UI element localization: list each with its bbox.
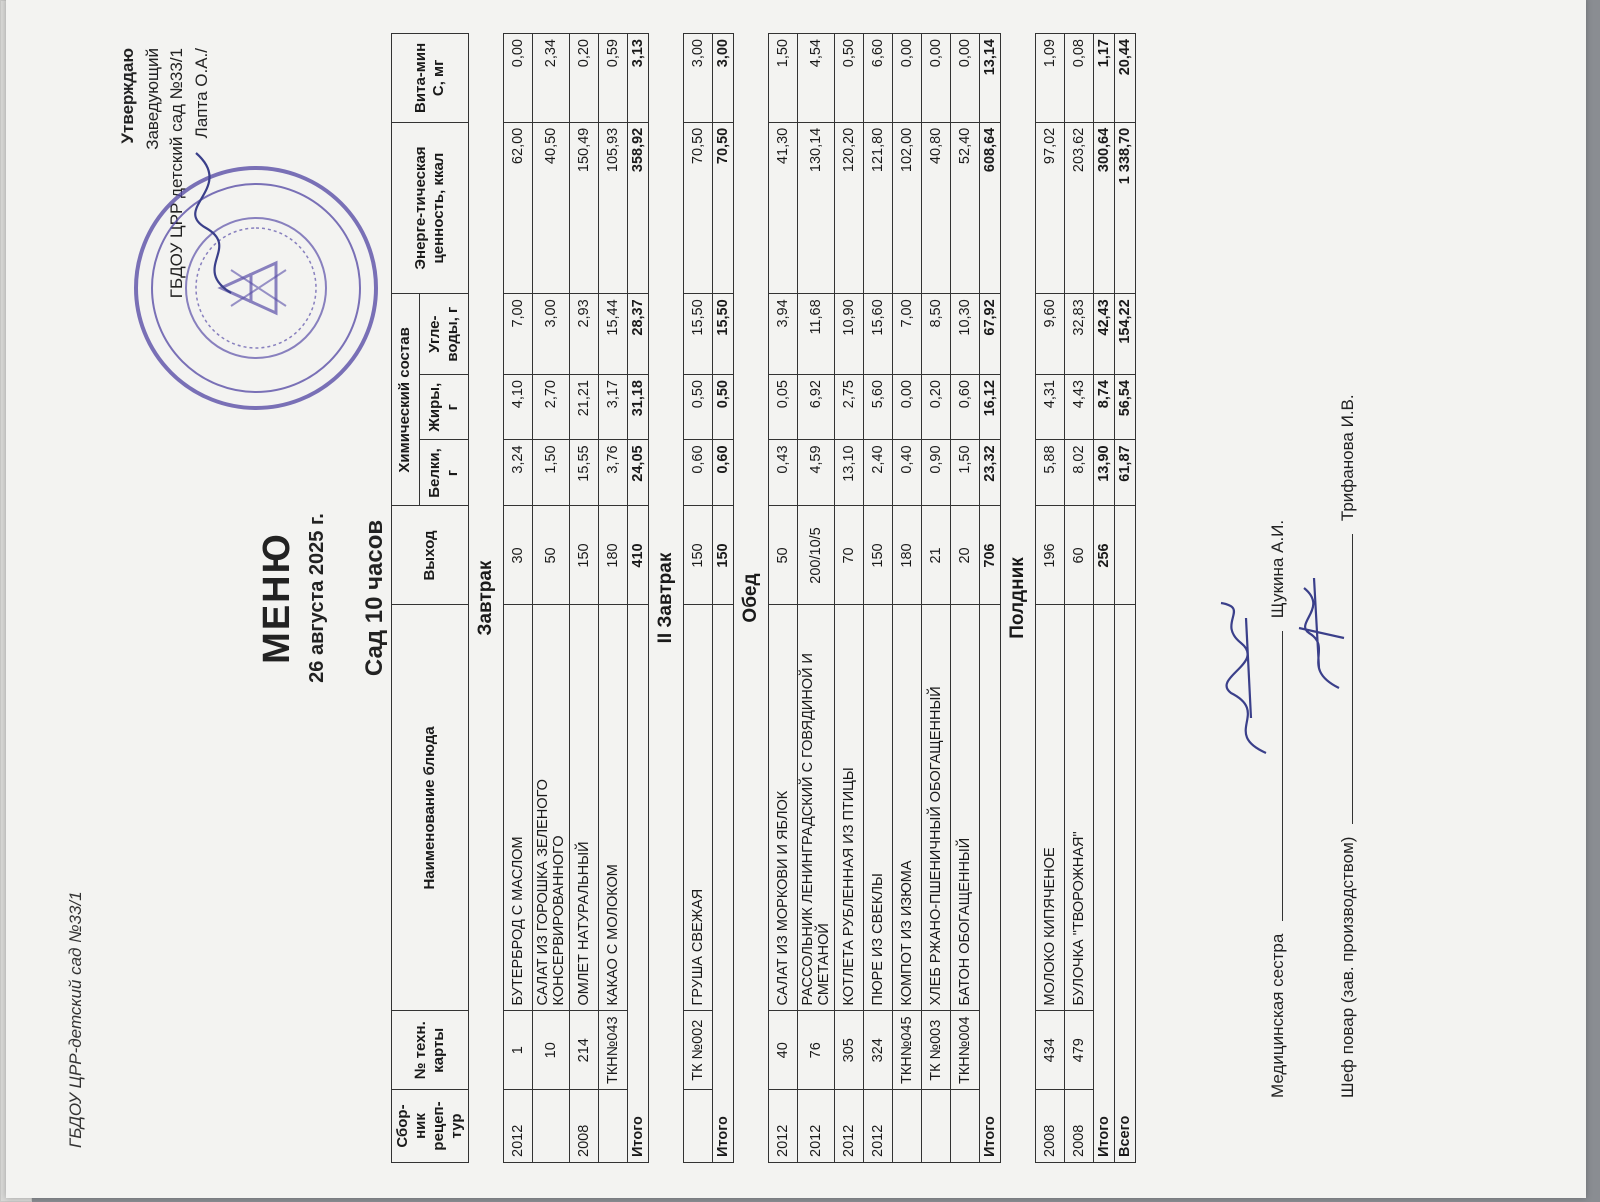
director-signature <box>181 148 251 298</box>
dish-row <box>1036 34 1065 1163</box>
cell-source: 2012 <box>769 1090 798 1163</box>
cell-vitamin: 6,60 <box>864 34 893 123</box>
header-card: № техн. карты <box>392 1011 469 1090</box>
cell-carbs: 15,50 <box>684 294 713 375</box>
cell-source <box>533 1090 570 1163</box>
total-vitamin: 1,17 <box>1094 34 1115 123</box>
cell-protein: 5,88 <box>1036 440 1065 506</box>
cell-protein: 0,60 <box>684 440 713 506</box>
header-output: Выход <box>392 506 469 605</box>
cell-vitamin: 0,00 <box>504 34 533 123</box>
cell-card: ТКН№004 <box>951 1011 980 1090</box>
total-energy: 70,50 <box>713 122 734 294</box>
approval-title: Утверждаю <box>118 48 137 144</box>
total-energy: 608,64 <box>980 122 1001 294</box>
cell-carbs: 10,90 <box>835 294 864 375</box>
cell-energy: 70,50 <box>684 122 713 294</box>
approval-signatory: Лапта О.А./ <box>191 48 211 139</box>
cell-card: ТКН№043 <box>599 1011 628 1090</box>
section-title: Обед <box>734 34 769 1163</box>
cell-name: САЛАТ ИЗ ГОРОШКА ЗЕЛЕНОГО КОНСЕРВИРОВАННОГО <box>533 605 570 1011</box>
cell-source <box>684 1090 713 1163</box>
dish-row <box>570 34 599 1163</box>
cell-source <box>951 1090 980 1163</box>
cell-fat: 0,50 <box>684 375 713 440</box>
cell-carbs: 32,83 <box>1065 294 1094 375</box>
cell-output: 21 <box>922 506 951 605</box>
total-protein: 13,90 <box>1094 440 1115 506</box>
section-row <box>469 34 504 1163</box>
chef-role: Шеф повар (зав. производством) <box>1338 836 1357 1098</box>
total-protein: 23,32 <box>980 440 1001 506</box>
cell-protein: 3,76 <box>599 440 628 506</box>
cell-vitamin: 3,00 <box>684 34 713 123</box>
cell-energy: 52,40 <box>951 122 980 294</box>
cell-protein: 0,40 <box>893 440 922 506</box>
cell-vitamin: 0,08 <box>1065 34 1094 123</box>
cell-name: БАТОН ОБОГАЩЕННЫЙ <box>951 605 980 1011</box>
cell-fat: 0,00 <box>893 375 922 440</box>
total-label: Итого <box>980 605 1001 1163</box>
dish-row <box>769 34 798 1163</box>
cell-card: 40 <box>769 1011 798 1090</box>
cell-carbs: 10,30 <box>951 294 980 375</box>
section-row <box>649 34 684 1163</box>
cell-output: 70 <box>835 506 864 605</box>
document-title: МЕНЮ <box>256 532 298 664</box>
nurse-name: Щукина А.И. <box>1268 519 1287 619</box>
total-energy: 300,64 <box>1094 122 1115 294</box>
dish-row <box>864 34 893 1163</box>
section-row <box>1001 34 1036 1163</box>
cell-energy: 40,50 <box>533 122 570 294</box>
grand-total-vitamin: 20,44 <box>1115 34 1136 123</box>
total-carbs: 67,92 <box>980 294 1001 375</box>
cell-source: 2012 <box>864 1090 893 1163</box>
nurse-role: Медицинская сестра <box>1268 933 1287 1098</box>
cell-energy: 130,14 <box>798 122 835 294</box>
cell-fat: 0,20 <box>922 375 951 440</box>
cell-protein: 2,40 <box>864 440 893 506</box>
total-vitamin: 3,00 <box>713 34 734 123</box>
grand-total-protein: 61,87 <box>1115 440 1136 506</box>
cell-energy: 105,93 <box>599 122 628 294</box>
total-fat: 31,18 <box>628 375 649 440</box>
cell-protein: 13,10 <box>835 440 864 506</box>
cell-output: 50 <box>533 506 570 605</box>
cell-energy: 120,20 <box>835 122 864 294</box>
cell-protein: 4,59 <box>798 440 835 506</box>
cell-card: ТК №002 <box>684 1011 713 1090</box>
cell-source <box>922 1090 951 1163</box>
chef-name: Трифанова И.В. <box>1338 394 1357 522</box>
section-title: Завтрак <box>469 34 504 1163</box>
dish-row <box>684 34 713 1163</box>
chef-signature-line <box>1338 394 1358 1098</box>
menu-document <box>6 0 1586 1198</box>
menu-body <box>469 34 1136 1163</box>
cell-source <box>599 1090 628 1163</box>
cell-card: 214 <box>570 1011 599 1090</box>
cell-name: САЛАТ ИЗ МОРКОВИ И ЯБЛОК <box>769 605 798 1011</box>
cell-protein: 1,50 <box>951 440 980 506</box>
cell-output: 150 <box>570 506 599 605</box>
cell-carbs: 15,60 <box>864 294 893 375</box>
total-energy: 358,92 <box>628 122 649 294</box>
cell-source: 2008 <box>1036 1090 1065 1163</box>
approval-org: ГБДОУ ЦРР детский сад №33/1 <box>167 48 187 299</box>
cell-carbs: 2,93 <box>570 294 599 375</box>
total-output: 706 <box>980 506 1001 605</box>
header-name: Наименование блюда <box>392 605 469 1011</box>
cell-vitamin: 0,00 <box>951 34 980 123</box>
cell-vitamin: 0,00 <box>922 34 951 123</box>
cell-vitamin: 0,59 <box>599 34 628 123</box>
total-fat: 8,74 <box>1094 375 1115 440</box>
header-fat: Жиры, г <box>419 375 468 440</box>
approval-position: Заведующий <box>142 48 162 150</box>
grand-total-fat: 56,54 <box>1115 375 1136 440</box>
cell-output: 150 <box>864 506 893 605</box>
cell-energy: 121,80 <box>864 122 893 294</box>
total-row <box>628 34 649 1163</box>
cell-output: 200/10/5 <box>798 506 835 605</box>
total-row <box>713 34 734 1163</box>
header-carbs: Угле-воды, г <box>419 294 468 375</box>
cell-name: МОЛОКО КИПЯЧЕНОЕ <box>1036 605 1065 1011</box>
cell-output: 180 <box>599 506 628 605</box>
total-label: Итого <box>713 605 734 1163</box>
cell-output: 20 <box>951 506 980 605</box>
cell-output: 150 <box>684 506 713 605</box>
cell-carbs: 3,94 <box>769 294 798 375</box>
cell-source: 2008 <box>570 1090 599 1163</box>
header-chem: Химический состав <box>392 294 420 506</box>
cell-output: 180 <box>893 506 922 605</box>
dish-row <box>533 34 570 1163</box>
cell-vitamin: 1,50 <box>769 34 798 123</box>
cell-card: 76 <box>798 1011 835 1090</box>
cell-name: ХЛЕБ РЖАНО-ПШЕНИЧНЫЙ ОБОГАЩЕННЫЙ <box>922 605 951 1011</box>
total-vitamin: 13,14 <box>980 34 1001 123</box>
total-row <box>1094 34 1115 1163</box>
cell-energy: 97,02 <box>1036 122 1065 294</box>
dish-row <box>599 34 628 1163</box>
cell-name: ПЮРЕ ИЗ СВЕКЛЫ <box>864 605 893 1011</box>
total-carbs: 15,50 <box>713 294 734 375</box>
total-protein: 0,60 <box>713 440 734 506</box>
cell-vitamin: 1,09 <box>1036 34 1065 123</box>
header-vitamin: Вита-мин С, мг <box>392 34 469 123</box>
total-output: 150 <box>713 506 734 605</box>
dish-row <box>504 34 533 1163</box>
cell-fat: 2,75 <box>835 375 864 440</box>
total-output: 256 <box>1094 506 1115 605</box>
cell-name: БУТЕРБРОД С МАСЛОМ <box>504 605 533 1011</box>
total-row <box>980 34 1001 1163</box>
nurse-signature <box>1211 598 1281 758</box>
cell-card: 434 <box>1036 1011 1065 1090</box>
cell-name: ГРУША СВЕЖАЯ <box>684 605 713 1011</box>
cell-fat: 4,43 <box>1065 375 1094 440</box>
total-fat: 0,50 <box>713 375 734 440</box>
total-carbs: 42,43 <box>1094 294 1115 375</box>
menu-table <box>391 33 1136 1163</box>
cell-protein: 3,24 <box>504 440 533 506</box>
header-energy: Энерге-тическая ценность, ккал <box>392 122 469 294</box>
section-title: II Завтрак <box>649 34 684 1163</box>
cell-card: 305 <box>835 1011 864 1090</box>
cell-protein: 0,43 <box>769 440 798 506</box>
cell-card: 479 <box>1065 1011 1094 1090</box>
cell-output: 30 <box>504 506 533 605</box>
dish-row <box>835 34 864 1163</box>
cell-fat: 4,10 <box>504 375 533 440</box>
organization-name: ГБДОУ ЦРР-детский сад №33/1 <box>66 891 85 1148</box>
cell-name: БУЛОЧКА "ТВОРОЖНАЯ" <box>1065 605 1094 1011</box>
cell-source: 2008 <box>1065 1090 1094 1163</box>
cell-card: ТК №003 <box>922 1011 951 1090</box>
cell-fat: 21,21 <box>570 375 599 440</box>
cell-source: 2012 <box>835 1090 864 1163</box>
cell-vitamin: 2,34 <box>533 34 570 123</box>
grand-total-energy: 1 338,70 <box>1115 122 1136 294</box>
cell-source <box>893 1090 922 1163</box>
cell-vitamin: 0,50 <box>835 34 864 123</box>
cell-vitamin: 0,20 <box>570 34 599 123</box>
cell-fat: 2,70 <box>533 375 570 440</box>
cell-carbs: 9,60 <box>1036 294 1065 375</box>
cell-carbs: 3,00 <box>533 294 570 375</box>
dish-row <box>951 34 980 1163</box>
cell-card: 10 <box>533 1011 570 1090</box>
cell-name: КОТЛЕТА РУБЛЕННАЯ ИЗ ПТИЦЫ <box>835 605 864 1011</box>
cell-name: КОМПОТ ИЗ ИЗЮМА <box>893 605 922 1011</box>
document-date: 26 августа 2025 г. <box>306 513 328 683</box>
dish-row <box>1065 34 1094 1163</box>
cell-energy: 41,30 <box>769 122 798 294</box>
grand-total-label: Всего <box>1115 605 1136 1163</box>
grand-total-row <box>1115 34 1136 1163</box>
total-label: Итого <box>628 605 649 1163</box>
cell-output: 196 <box>1036 506 1065 605</box>
total-carbs: 28,37 <box>628 294 649 375</box>
cell-name: РАССОЛЬНИК ЛЕНИНГРАДСКИЙ С ГОВЯДИНОЙ И СМЕТАНОЙ <box>798 605 835 1011</box>
total-vitamin: 3,13 <box>628 34 649 123</box>
cell-card: 324 <box>864 1011 893 1090</box>
cell-output: 60 <box>1065 506 1094 605</box>
total-protein: 24,05 <box>628 440 649 506</box>
cell-carbs: 11,68 <box>798 294 835 375</box>
cell-output: 50 <box>769 506 798 605</box>
cell-energy: 40,80 <box>922 122 951 294</box>
cell-fat: 5,60 <box>864 375 893 440</box>
dish-row <box>893 34 922 1163</box>
total-fat: 16,12 <box>980 375 1001 440</box>
dish-row <box>798 34 835 1163</box>
cell-protein: 8,02 <box>1065 440 1094 506</box>
total-label: Итого <box>1094 605 1115 1163</box>
header-protein: Белки, г <box>419 440 468 506</box>
cell-carbs: 8,50 <box>922 294 951 375</box>
cell-energy: 62,00 <box>504 122 533 294</box>
cell-carbs: 7,00 <box>893 294 922 375</box>
chef-signature <box>1284 568 1354 698</box>
cell-vitamin: 0,00 <box>893 34 922 123</box>
cell-name: ОМЛЕТ НАТУРАЛЬНЫЙ <box>570 605 599 1011</box>
cell-card: 1 <box>504 1011 533 1090</box>
dish-row <box>922 34 951 1163</box>
cell-source: 2012 <box>504 1090 533 1163</box>
cell-source: 2012 <box>798 1090 835 1163</box>
header-source: Сбор-ник рецеп-тур <box>392 1090 469 1163</box>
section-row <box>734 34 769 1163</box>
signature-underline <box>1281 631 1283 921</box>
cell-fat: 0,05 <box>769 375 798 440</box>
cell-carbs: 15,44 <box>599 294 628 375</box>
cell-vitamin: 4,54 <box>798 34 835 123</box>
cell-fat: 4,31 <box>1036 375 1065 440</box>
cell-protein: 15,55 <box>570 440 599 506</box>
total-output: 410 <box>628 506 649 605</box>
document-subtitle: Сад 10 часов <box>361 519 388 677</box>
cell-energy: 102,00 <box>893 122 922 294</box>
cell-energy: 203,62 <box>1065 122 1094 294</box>
cell-fat: 0,60 <box>951 375 980 440</box>
cell-carbs: 7,00 <box>504 294 533 375</box>
section-title: Полдник <box>1001 34 1036 1163</box>
cell-fat: 6,92 <box>798 375 835 440</box>
grand-total-carbs: 154,22 <box>1115 294 1136 375</box>
cell-fat: 3,17 <box>599 375 628 440</box>
grand-total-output <box>1115 506 1136 605</box>
cell-protein: 0,90 <box>922 440 951 506</box>
cell-protein: 1,50 <box>533 440 570 506</box>
cell-energy: 150,49 <box>570 122 599 294</box>
cell-card: ТКН№045 <box>893 1011 922 1090</box>
cell-name: КАКАО С МОЛОКОМ <box>599 605 628 1011</box>
